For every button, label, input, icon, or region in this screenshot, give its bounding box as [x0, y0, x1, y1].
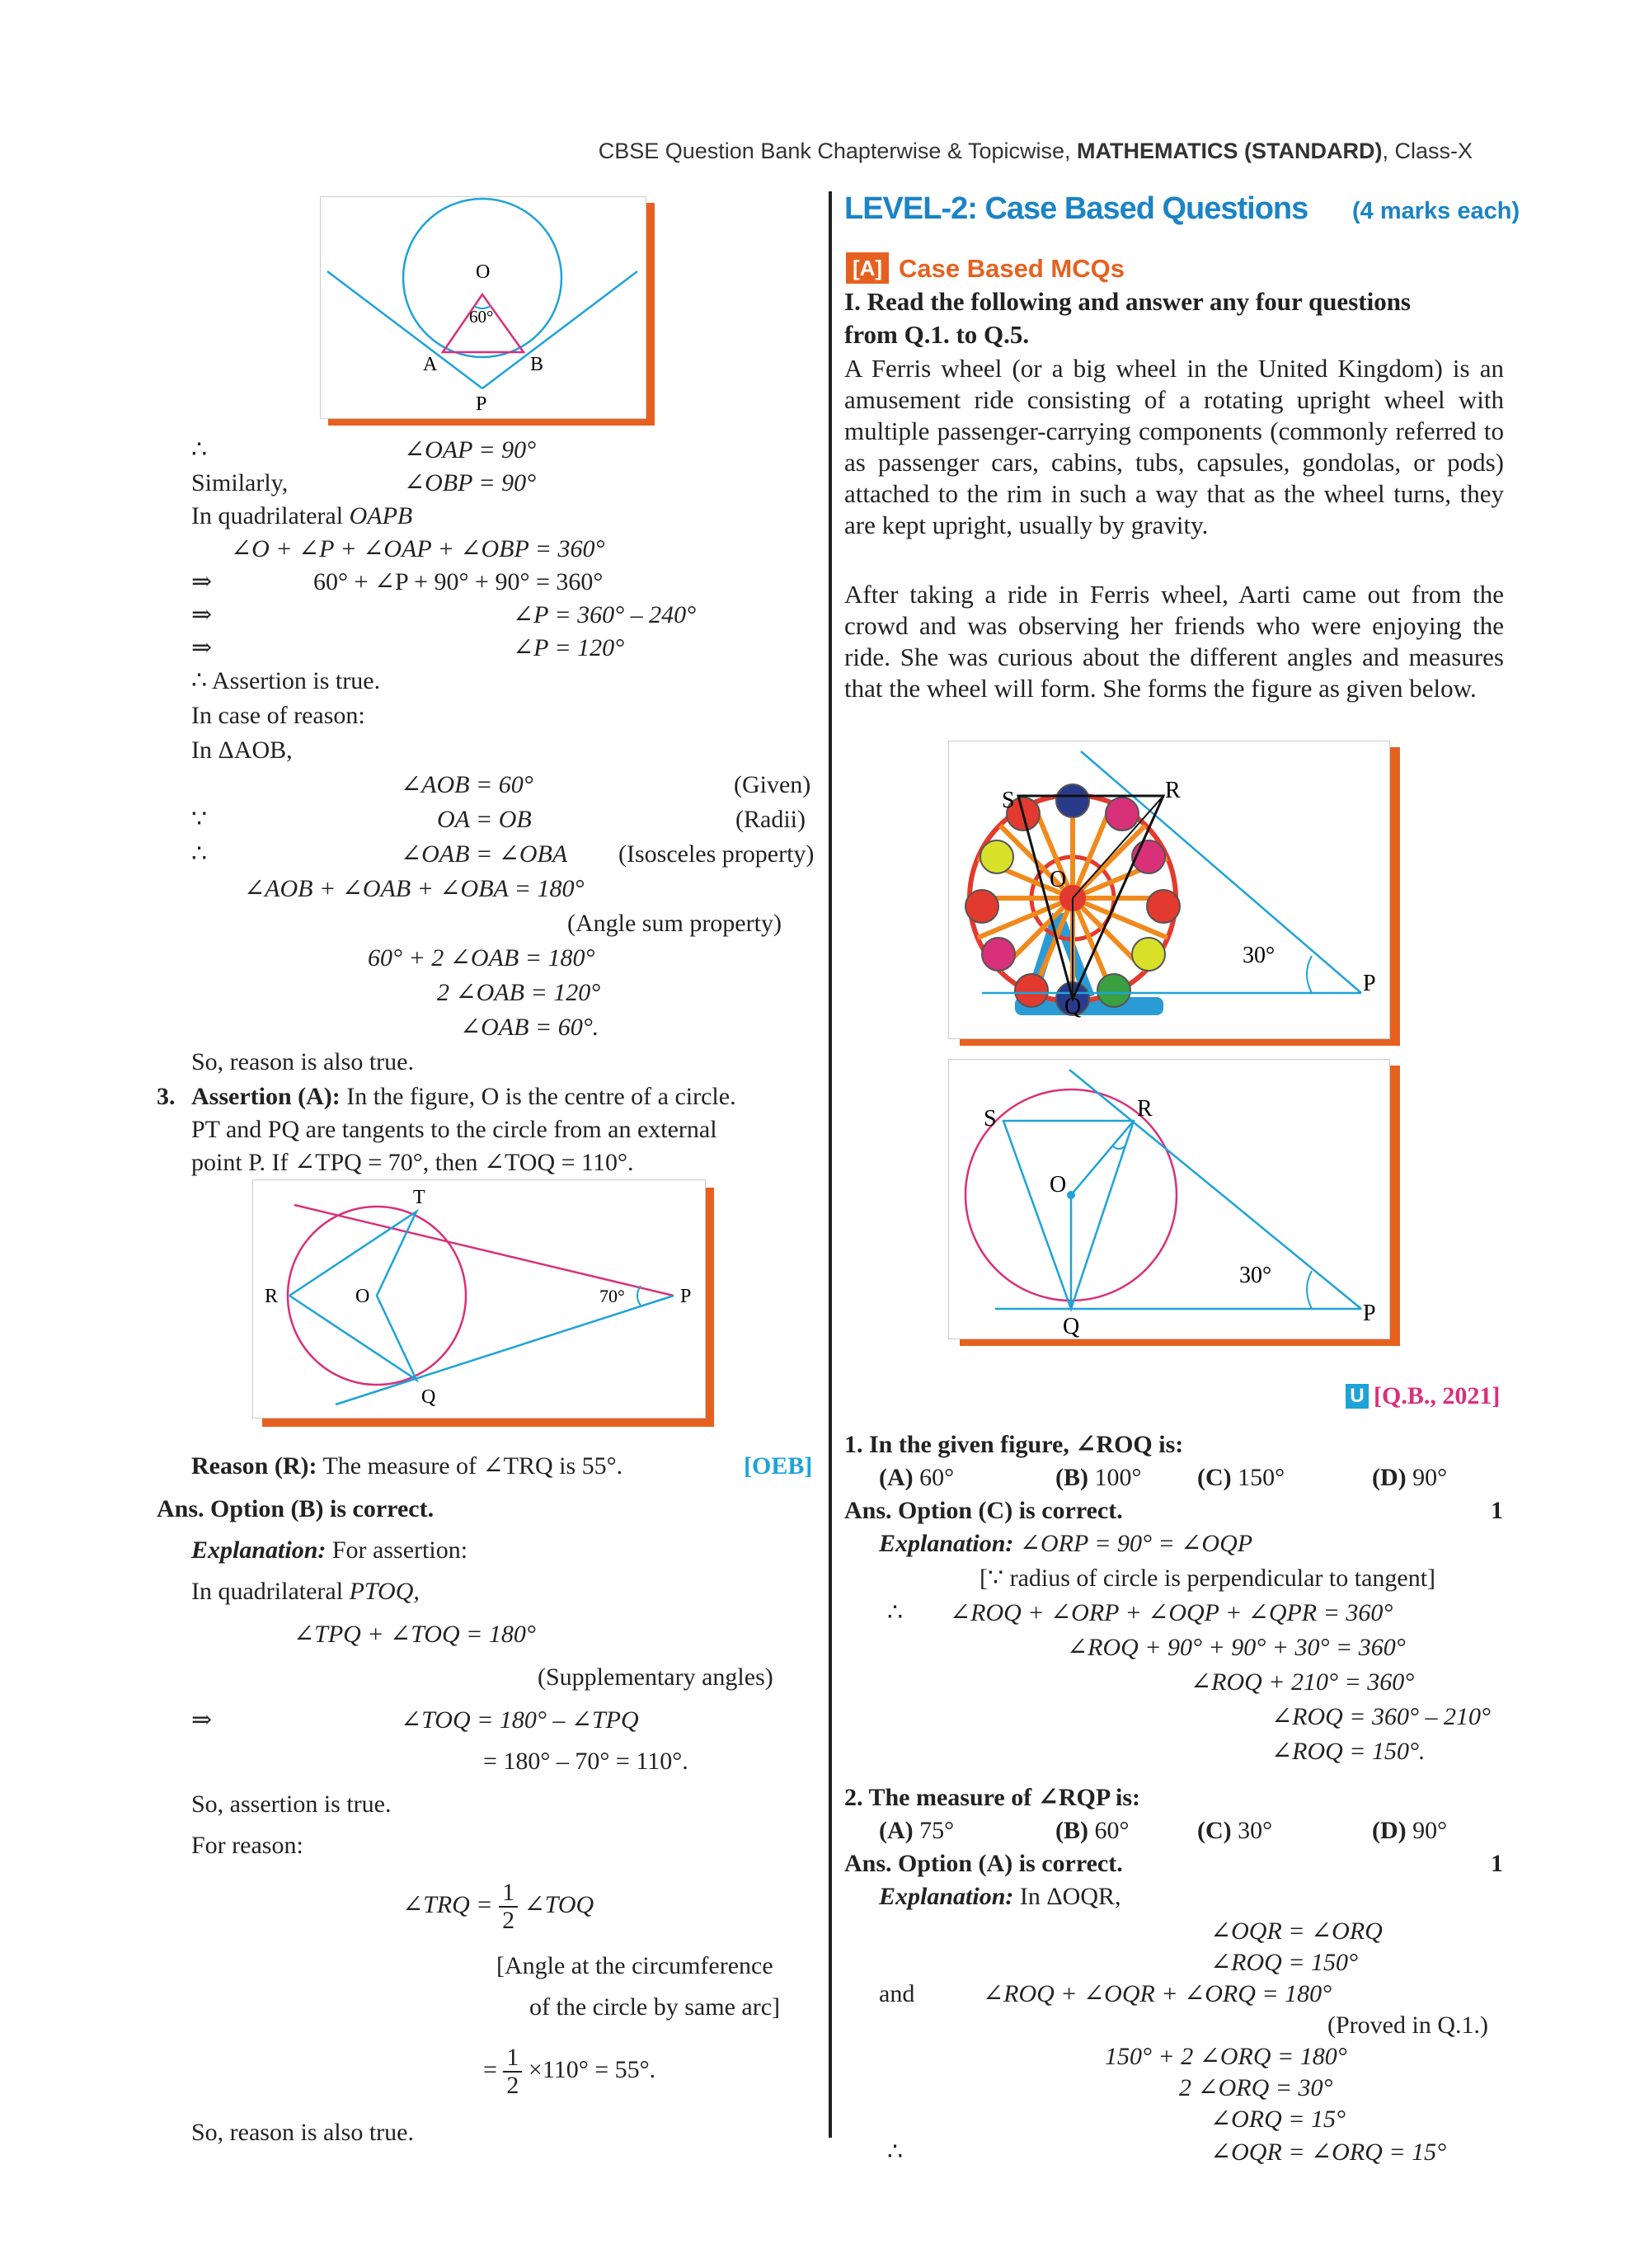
figure-3-svg: [949, 741, 1389, 1038]
qb-reference: U [Q.B., 2021]: [1346, 1382, 1500, 1410]
fig3-label-Q: Q: [1064, 994, 1082, 1019]
fig2-label-R: R: [265, 1286, 279, 1307]
line-calc-1: 60° + ∠P + 90° + 90° = 360°: [313, 568, 604, 595]
fig2-label-T: T: [413, 1187, 425, 1208]
oeb-tag: [OEB]: [744, 1452, 813, 1480]
fig1-label-O: O: [476, 261, 491, 283]
fig4-label-S: S: [984, 1106, 997, 1132]
in-case-reason: In case of reason:: [191, 702, 365, 729]
q3-assertion: Assertion (A): In the figure, O is the centre of a circle.: [191, 1083, 736, 1110]
in-triangle: In ΔAOB,: [191, 736, 293, 764]
trq-result: = $\frac{1}{2}$ ×110° = 55°.: [483, 2044, 656, 2100]
fig2-label-O: O: [355, 1286, 370, 1307]
line-oap: ∠OAP = 90°: [404, 436, 537, 463]
answer-b: Ans. Option (B) is correct.: [157, 1495, 435, 1522]
figure-1: [320, 196, 646, 419]
q2: 2. The measure of ∠RQP is:: [844, 1784, 1141, 1811]
line-angle-sum-quad: ∠O + ∠P + ∠OAP + ∠OBP = 360°: [231, 535, 605, 562]
fig3-label-angle: 30°: [1243, 943, 1276, 968]
in-quadrilateral: In quadrilateral OAPB: [191, 502, 413, 529]
figure-2-svg: [253, 1180, 705, 1418]
fig4-label-R: R: [1137, 1096, 1153, 1122]
line-calc-3: ∠P = 120°: [513, 634, 625, 661]
paragraph-1: A Ferris wheel (or a big wheel in the United Kingdom) is an amusement ride consisting of a rotating upright wheel with multiple passenger-carrying components (commonly referred to as passenger cars, cabins, tubs, capsules, gondolas, or pods) attached to the rim in such a way that as the wheel turns, they are kept upright, usually by gravity.: [844, 354, 1504, 539]
fig2-label-Q: Q: [421, 1386, 436, 1408]
trq-equation: ∠TRQ = $\frac{1}{2}$ ∠TOQ: [402, 1879, 594, 1935]
running-header: CBSE Question Bank Chapterwise & Topicwise, MATHEMATICS (STANDARD), Class-X: [598, 139, 1473, 163]
figure-2: [252, 1179, 706, 1419]
q1: 1. In the given figure, ∠ROQ is:: [844, 1431, 1184, 1458]
marks-note: (4 marks each): [1352, 198, 1520, 224]
figure-1-svg: [321, 197, 646, 418]
fig4-label-P: P: [1363, 1301, 1376, 1326]
figure-4: [948, 1059, 1390, 1339]
fig1-label-A: A: [423, 354, 438, 375]
fig3-label-O: O: [1050, 867, 1067, 892]
paragraph-2: After taking a ride in Ferris wheel, Aarti came out from the crowd and was observing her friends who were enjoying the ride. She was curious about the different angles and measures that the wheel will form. She forms the figure as given below.: [844, 580, 1504, 703]
fig1-label-B: B: [530, 354, 544, 375]
q2-answer: Ans. Option (A) is correct.: [844, 1850, 1123, 1877]
fig4-label-O: O: [1050, 1172, 1067, 1198]
reason-statement: Reason (R): The measure of ∠TRQ is 55°.: [191, 1452, 623, 1480]
section-tag: [A]: [846, 252, 889, 284]
line-obp: ∠OBP = 90°: [404, 469, 537, 496]
fig1-label-P: P: [476, 393, 487, 415]
similarly: Similarly,: [191, 469, 289, 496]
figure-4-svg: [949, 1060, 1389, 1339]
fig1-label-angle: 60°: [469, 307, 494, 327]
understand-badge: U: [1346, 1384, 1369, 1409]
fig3-label-R: R: [1165, 778, 1181, 803]
line-calc-2: ∠P = 360° – 240°: [513, 601, 697, 628]
q2-options: (A) 75°: [879, 1817, 955, 1844]
q1-options: (A) 60°: [879, 1464, 955, 1491]
fig4-label-angle: 30°: [1239, 1263, 1272, 1288]
section-title: Case Based MCQs: [899, 254, 1125, 283]
fig4-label-Q: Q: [1063, 1314, 1080, 1339]
level-heading: LEVEL-2: Case Based Questions: [844, 191, 1308, 226]
fig2-label-angle: 70°: [599, 1286, 625, 1306]
figure-3-ferris-wheel: [948, 741, 1390, 1039]
fig2-label-P: P: [680, 1286, 692, 1307]
reason-true-2: So, reason is also true.: [191, 2119, 414, 2146]
fig3-label-S: S: [1002, 788, 1015, 813]
assertion-true: ∴ Assertion is true.: [191, 667, 381, 694]
column-divider: [829, 191, 832, 2138]
reason-true-1: So, reason is also true.: [191, 1048, 414, 1075]
fig3-label-P: P: [1363, 971, 1376, 996]
explanation-1: Explanation: For assertion:: [191, 1536, 468, 1564]
q1-answer: Ans. Option (C) is correct.: [844, 1497, 1123, 1524]
